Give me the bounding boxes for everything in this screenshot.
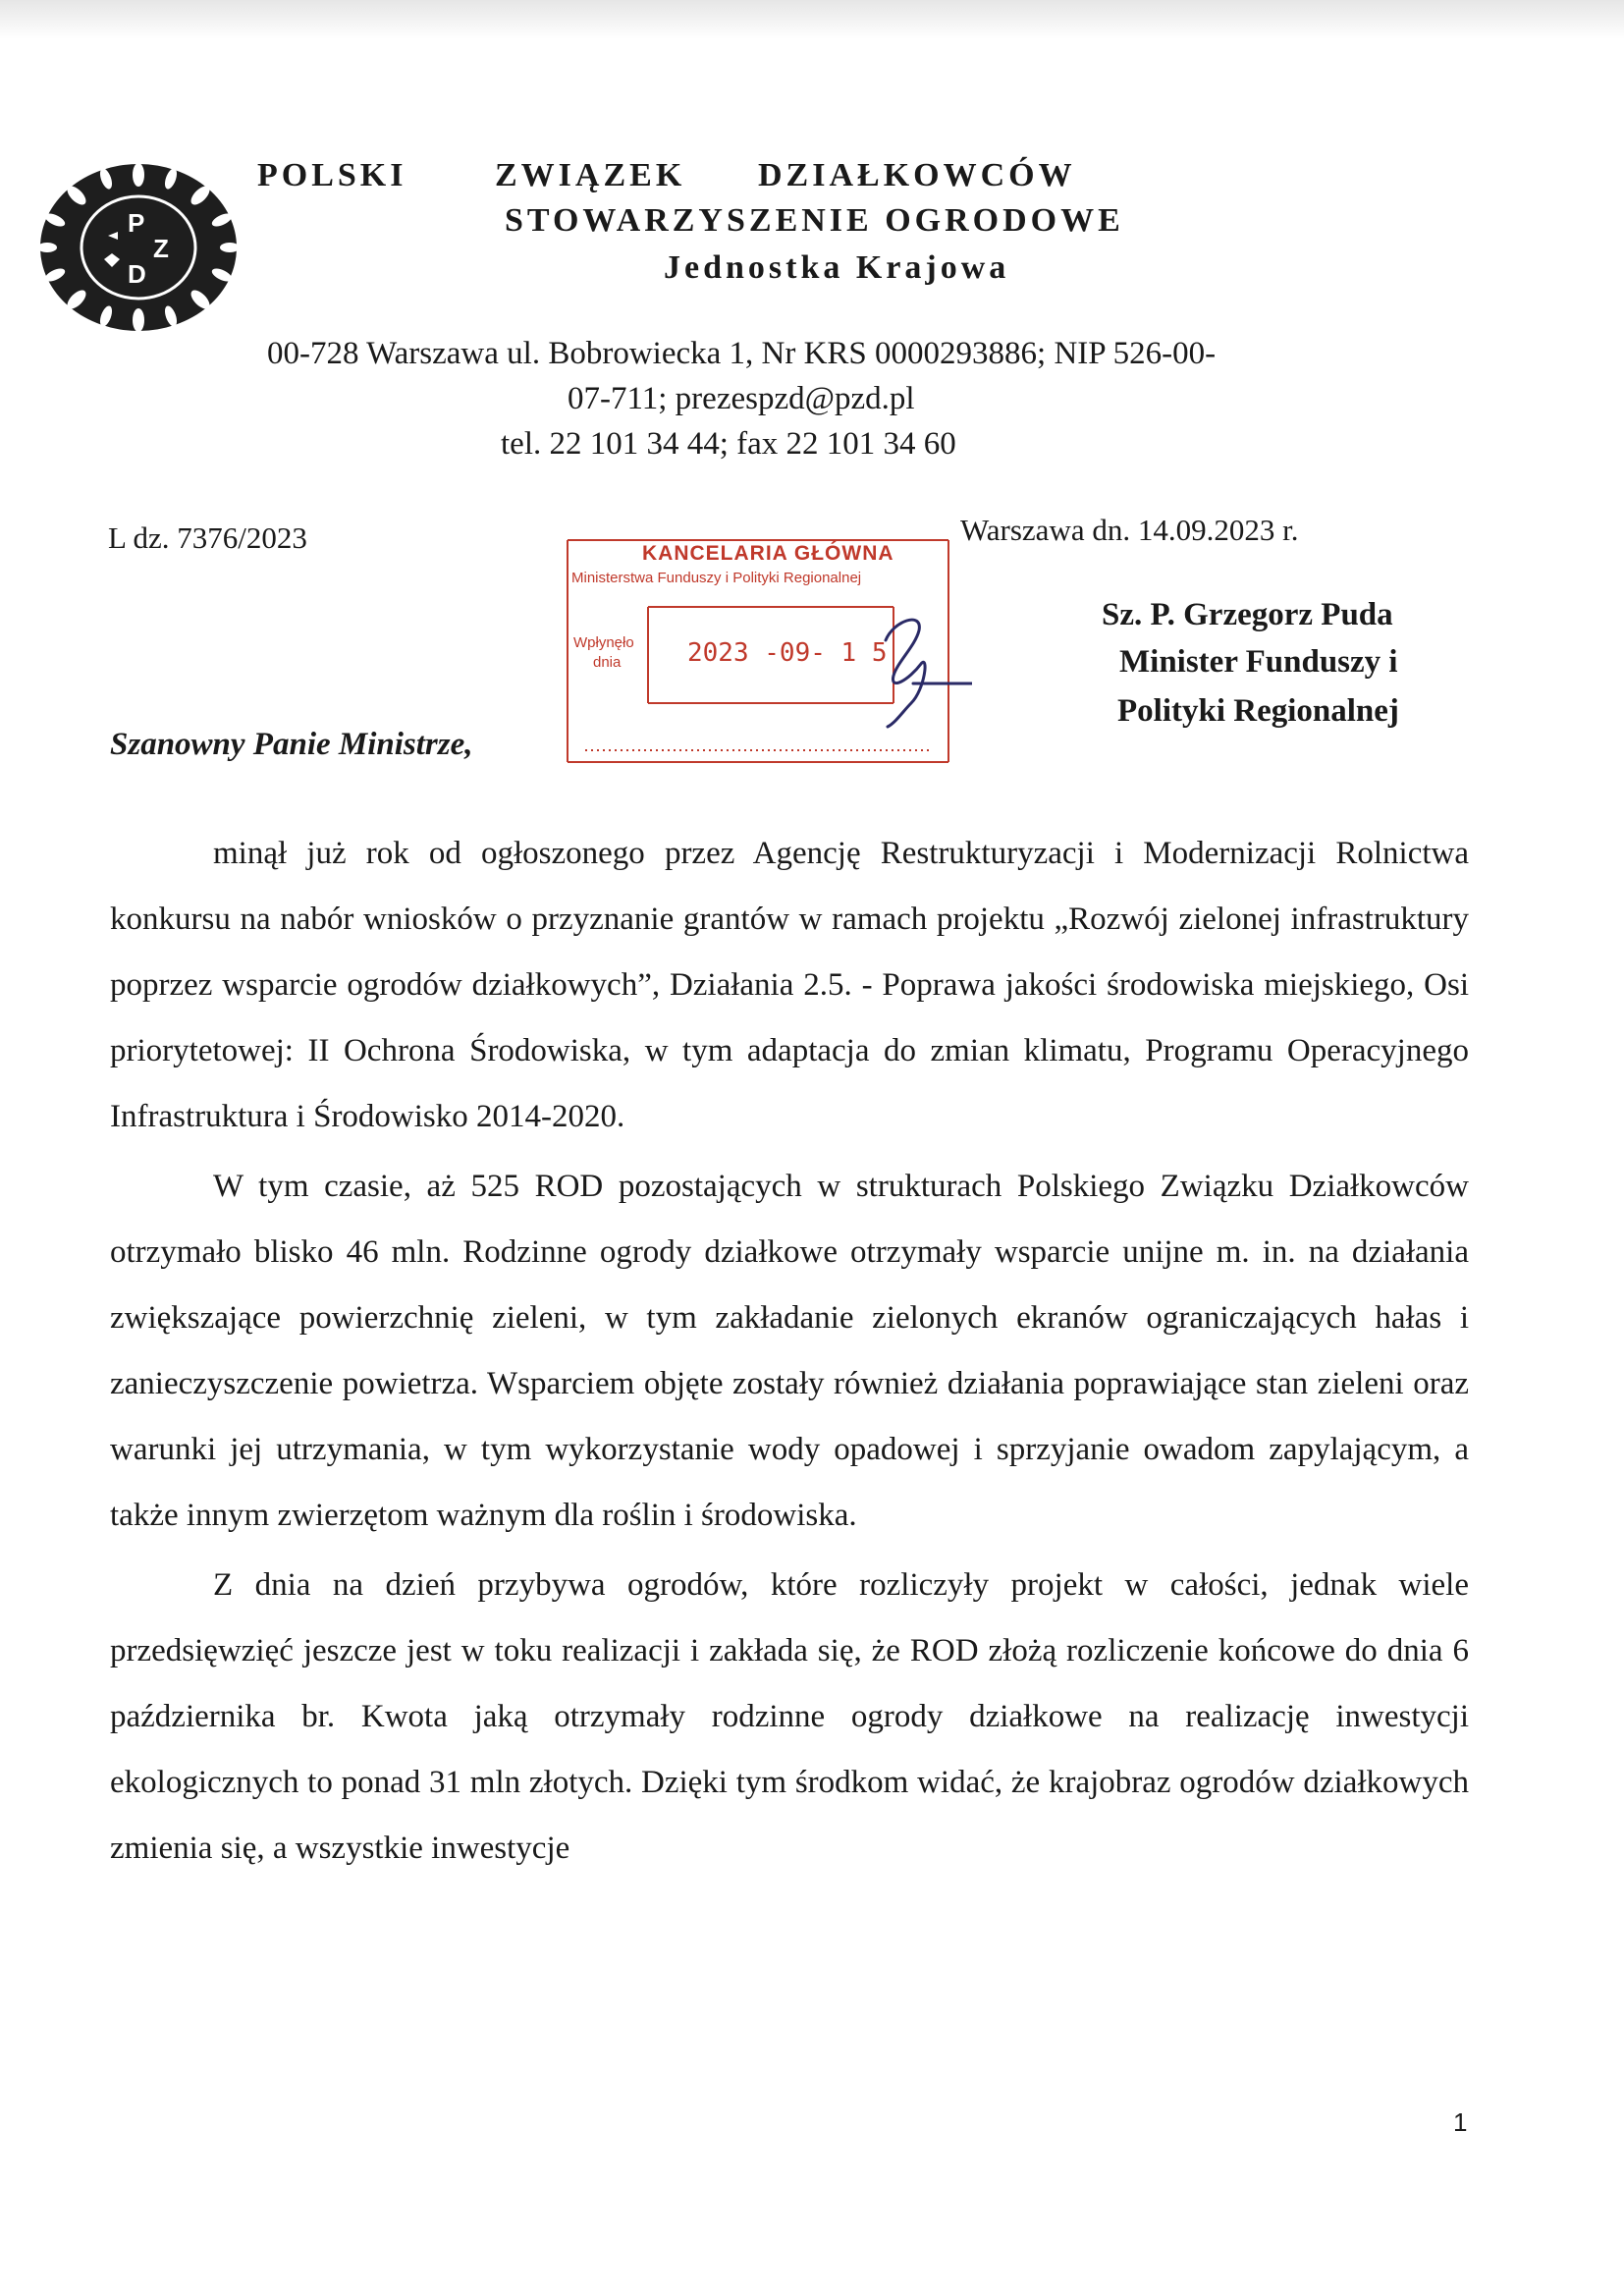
org-subtitle: STOWARZYSZENIE OGRODOWE — [505, 202, 1124, 239]
org-name-word-3: DZIAŁKOWCÓW — [758, 157, 1076, 193]
org-name-word-2: ZWIĄZEK — [495, 157, 686, 193]
org-unit: Jednostka Krajowa — [664, 249, 1010, 286]
paragraph-2: W tym czasie, aż 525 ROD pozostających w strukturach Polskiego Związku Działkowców otrzymało blisko 46 mln. Rodzinne ogrody działkowe otrzymały wsparcie unijne m. in. na działania zwiększające powierzchnię zieleni, w tym zakładanie zielonych ekranów ograniczających hałas i zanieczyszczenie powietrza. Wsparciem objęte zostały również działania poprawiające stan zieleni oraz warunki jej utrzymania, w tym wykorzystanie wody opadowej i sprzyjanie owadom zapylającym, a także innym zwierzętom ważnym dla roślin i środowiska. — [110, 1169, 1469, 1533]
paragraph-3: Z dnia na dzień przybywa ogrodów, które rozliczyły projekt w całości, jednak wiele przedsięwzięć jeszcze jest w toku realizacji i zakłada się, że ROD złożą rozliczenie końcowe do dnia 6 października br. Kwota jaką otrzymały rodzinne ogrody działkowe na realizację inwestycji ekologicznych to ponad 31 mln złotych. Dzięki tym środkom widać, że krajobraz ogrodów działkowych zmienia się, a wszystkie inwestycje — [110, 1567, 1469, 1866]
recipient-title-2: Polityki Regionalnej — [1117, 693, 1399, 729]
logo-letter-p: P — [128, 208, 145, 238]
logo-letter-z: Z — [153, 234, 169, 263]
recipient-name: Sz. P. Grzegorz Puda — [1102, 597, 1393, 632]
salutation: Szanowny Panie Ministrze, — [110, 727, 473, 762]
pzd-logo-icon — [37, 161, 240, 334]
stamp-title: KANCELARIA GŁÓWNA — [642, 542, 894, 565]
address-line-3: tel. 22 101 34 44; fax 22 101 34 60 — [501, 426, 956, 462]
scan-shadow — [0, 0, 1624, 39]
recipient-title-1: Minister Funduszy i — [1119, 644, 1398, 680]
stamp-received-day-label: dnia — [593, 654, 622, 671]
stamp-subtitle: Ministerstwa Funduszy i Polityki Regionalnej — [571, 570, 862, 586]
place-and-date: Warszawa dn. 14.09.2023 r. — [960, 513, 1299, 547]
page-number: 1 — [1453, 2107, 1468, 2137]
stamp-date: 2023 -09- 1 5 — [687, 638, 888, 668]
reference-number: L dz. 7376/2023 — [108, 520, 307, 555]
address-line-2: 07-711; prezespzd@pzd.pl — [568, 381, 915, 416]
paragraph-1: minął już rok od ogłoszonego przez Agencję Restrukturyzacji i Modernizacji Rolnictwa konkursu na nabór wniosków o przyznanie grantów w ramach projektu „Rozwój zielonej infrastruktury poprzez wsparcie ogrodów działkowych”, Działania 2.5. - Poprawa jakości środowiska miejskiego, Osi priorytetowej: II Ochrona Środowiska, w tym adaptacja do zmian klimatu, Programu Operacyjnego Infrastruktura i Środowisko 2014-2020. — [110, 836, 1469, 1134]
letter-body — [110, 821, 1469, 1882]
stamp-received-label: Wpłynęło — [573, 634, 634, 651]
handwritten-initials-icon — [864, 601, 972, 729]
org-name-word-1: POLSKI — [257, 157, 407, 193]
logo-letter-d: D — [128, 259, 146, 289]
address-line-1: 00-728 Warszawa ul. Bobrowiecka 1, Nr KRS 0000293886; NIP 526-00- — [267, 336, 1217, 371]
